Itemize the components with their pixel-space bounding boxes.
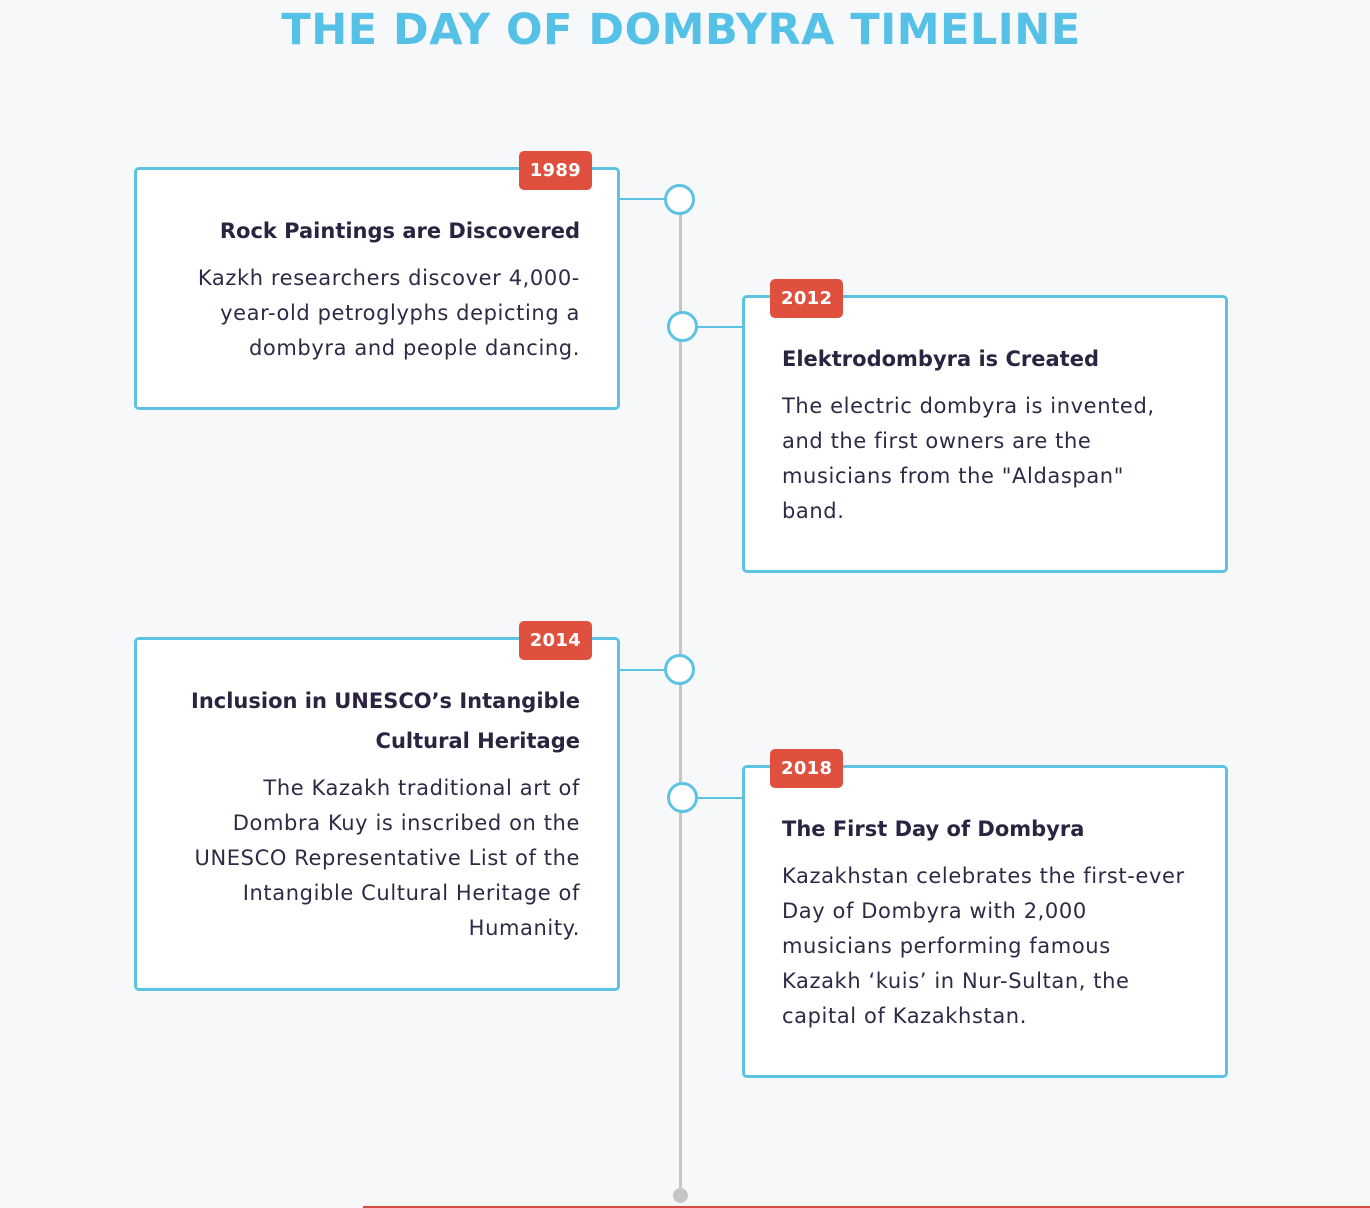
timeline-card-2012 [742, 288, 1228, 573]
timeline-card-1989 [134, 160, 620, 410]
event-description: Kazakhstan celebrates the first-ever Day of Dombyra with 2,000 musicians performing famous Kazakh ‘kuis’ in Nur-Sultan, the capital of Kazakhstan. [782, 864, 1185, 1028]
year-badge: 2018 [770, 749, 843, 788]
timeline-node-2018[interactable] [667, 782, 698, 813]
event-description: The Kazakh traditional art of Dombra Kuy is inscribed on the UNESCO Representative List of the Intangible Cultural Heritage of Humanity. [194, 776, 580, 940]
timeline-node-2012[interactable] [667, 311, 698, 342]
timeline-card-2018 [742, 758, 1228, 1078]
event-title: Inclusion in UNESCO’s Intangible Cultural Heritage [191, 689, 580, 753]
event-title: Rock Paintings are Discovered [219, 219, 580, 243]
event-title: Elektrodombyra is Created [782, 347, 1099, 371]
timeline-line [679, 199, 682, 1196]
timeline-end-dot [673, 1188, 688, 1203]
connector-2012 [694, 326, 745, 328]
timeline-node-1989[interactable] [664, 184, 695, 215]
event-title: The First Day of Dombyra [782, 817, 1085, 841]
timeline-card-2014 [134, 630, 620, 991]
year-badge: 2012 [770, 279, 843, 318]
year-badge: 2014 [519, 621, 592, 660]
connector-2014 [617, 669, 667, 671]
connector-2018 [694, 797, 745, 799]
event-description: The electric dombyra is invented, and the first owners are the musicians from the "Aldaspan" band. [782, 394, 1155, 523]
connector-1989 [617, 198, 667, 200]
event-description: Kazkh researchers discover 4,000-year-old petroglyphs depicting a dombyra and people dancing. [197, 266, 580, 360]
year-badge: 1989 [519, 151, 592, 190]
page-title: THE DAY OF DOMBYRA TIMELINE [281, 5, 1081, 55]
timeline-node-2014[interactable] [664, 654, 695, 685]
